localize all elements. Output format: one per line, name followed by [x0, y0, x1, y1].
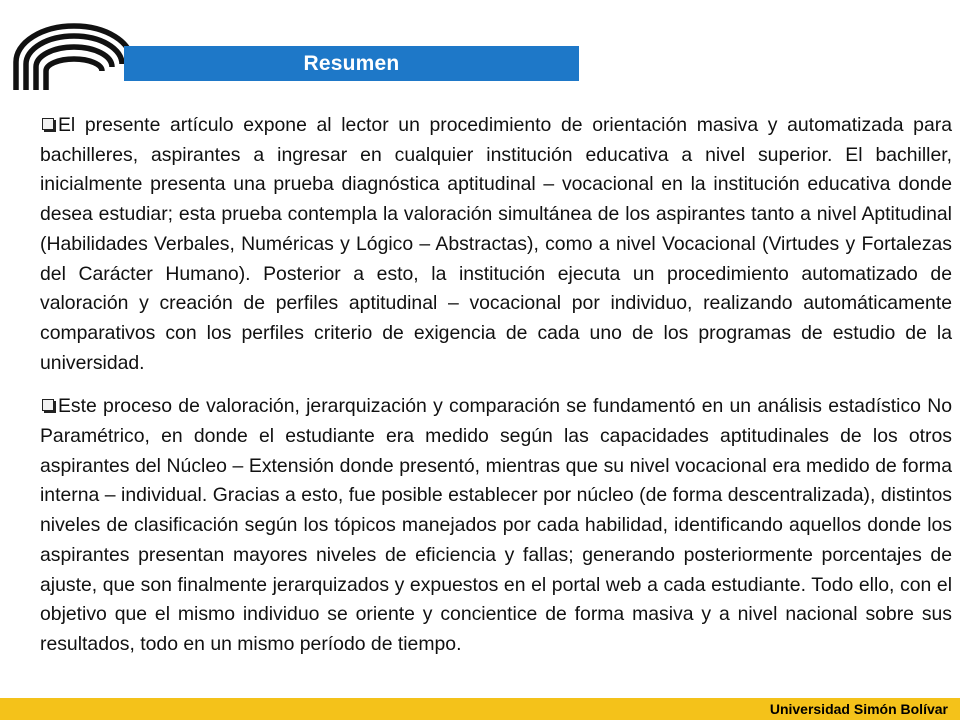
square-bullet-icon: [42, 399, 54, 411]
university-logo-icon: [4, 12, 144, 96]
paragraph-1-text: El presente artículo expone al lector un procedimiento de orientación masiva y automatizada para bachilleres, aspirantes a ingresar en cualquier institución educativa a nivel superior. El bachiller, inicialmente presenta una prueba diagnóstica aptitudinal – vocacional en la institución educativa donde desea estudiar; esta prueba contempla la valoración simultánea de los aspirantes tanto a nivel Aptitudinal (Habilidades Verbales, Numéricas y Lógico – Abstractas), como a nivel Vocacional (Virtudes y Fortalezas del Carácter Humano). Posterior a esto, la institución ejecuta un procedimiento automatizado de valoración y creación de perfiles aptitudinal – vocacional por individuo, realizando automáticamente comparativos con los perfiles criterio de exigencia de cada uno de los programas de estudio de la universidad.: [40, 114, 952, 374]
slide-title: Resumen: [124, 46, 579, 81]
footer-bar: [0, 698, 960, 720]
slide-content: [40, 111, 952, 674]
square-bullet-icon: [42, 118, 54, 130]
paragraph-2: [40, 392, 952, 659]
footer-institution: Universidad Simón Bolívar: [769, 701, 948, 717]
paragraph-1: [40, 111, 952, 378]
paragraph-2-text: Este proceso de valoración, jerarquización y comparación se fundamentó en un análisis estadístico No Paramétrico, en donde el estudiante era medido según las capacidades aptitudinales de los otros aspirantes del Núcleo – Extensión donde presentó, mientras que su nivel vocacional era medido de forma interna – individual. Gracias a esto, fue posible establecer por núcleo (de forma descentralizada), distintos niveles de clasificación según los tópicos manejados por cada habilidad, identificando aquellos donde los aspirantes presentan mayores niveles de eficiencia y fallas; generando posteriormente porcentajes de ajuste, que son finalmente jerarquizados y expuestos en el portal web a cada estudiante. Todo ello, con el objetivo que el mismo individuo se oriente y concientice de forma masiva y a nivel nacional sobre sus resultados, todo en un mismo período de tiempo.: [40, 395, 952, 655]
